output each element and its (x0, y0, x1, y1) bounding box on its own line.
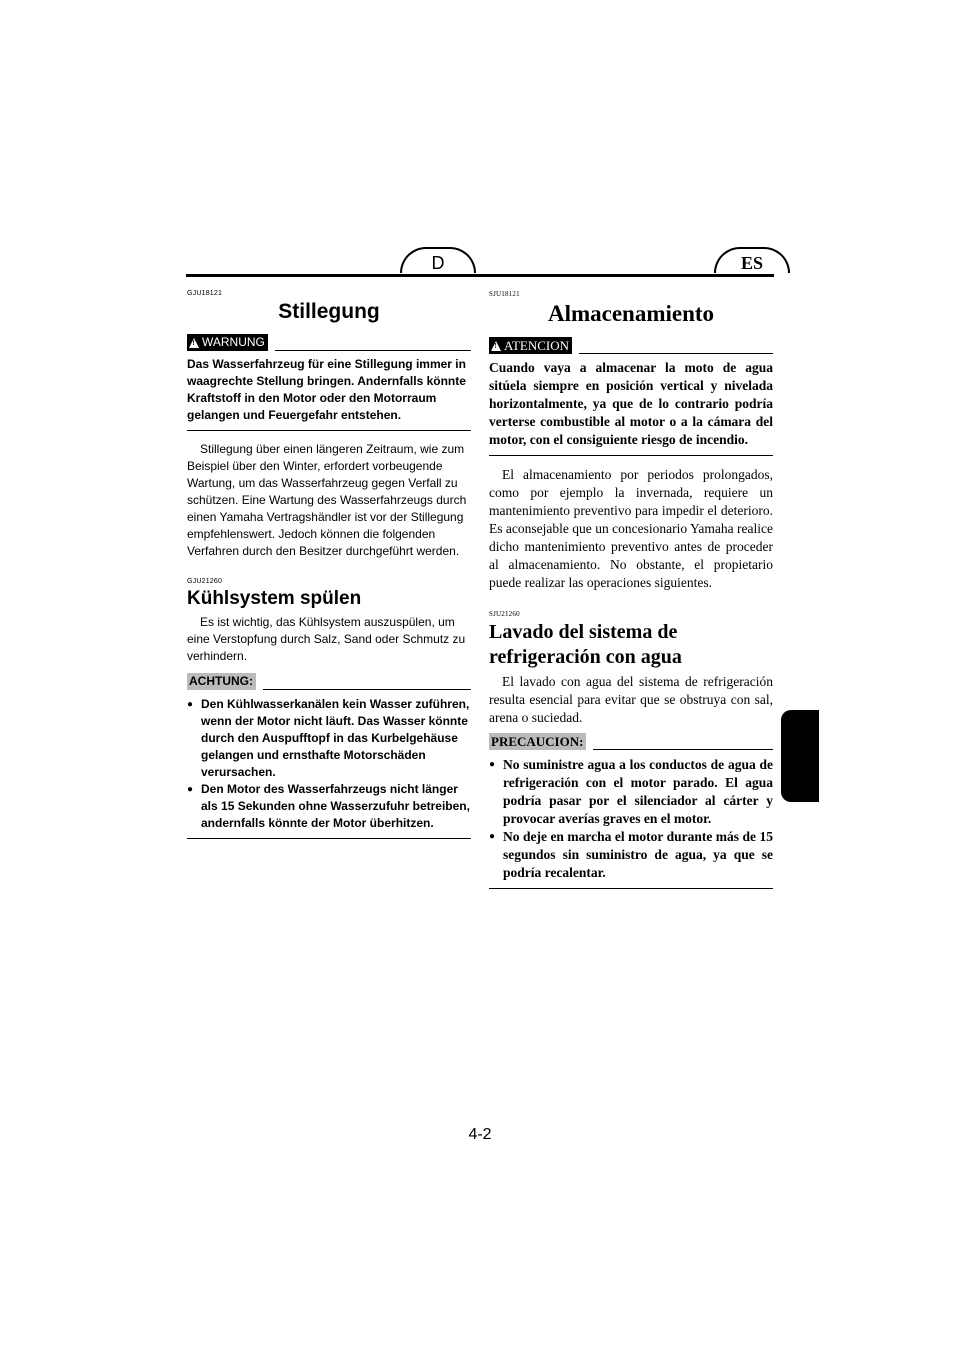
warning-triangle-icon (491, 341, 501, 351)
language-tab-spanish: ES (714, 247, 790, 273)
language-tab-german: D (400, 247, 476, 273)
intro-paragraph: El almacenamiento por periodos prolongados, como por ejemplo la invernada, requiere un mantenimiento preventivo para impedir el deterioro. Es aconsejable que un concesionario Yamaha realice dicho mantenimiento preventivo antes de proceder al almacenamiento. No obstante, el propietario puede realizar las operaciones siguientes. (489, 467, 773, 590)
warning-rule (275, 350, 471, 351)
warning-label: WARNUNG (202, 335, 265, 349)
page-number: 4-2 (468, 1126, 492, 1143)
caution-header (489, 733, 773, 750)
section-paragraph: El lavado con agua del sistema de refrigeración resulta esencial para evitar que se obstruya con sal, arena o suciedad. (489, 674, 773, 725)
chapter-thumb-tab (781, 710, 819, 802)
caution-badge: PRECAUCION: (489, 733, 586, 750)
caution-list (187, 696, 471, 839)
warning-label: ATENCION (504, 338, 569, 353)
warning-badge (489, 337, 572, 354)
spanish-column (489, 290, 773, 889)
section-title: Lavado del sistema de refrigeración con agua (489, 621, 682, 668)
page-title: Almacenamiento (547, 301, 715, 326)
german-column (187, 290, 471, 839)
caution-rule (263, 689, 471, 690)
section-code: SJU21260 (489, 610, 520, 618)
list-item: ● Den Kühlwasserkanälen kein Wasser zuführen, wenn der Motor nicht läuft. Das Wasser könnte durch den Auspufftopf in das Kurbelgehäuse gelangen und ernsthafte Motorschäden verursachen. (187, 696, 471, 781)
warning-text: Das Wasserfahrzeug für eine Stillegung immer in waagrechte Stellung bringen. Andernfalls könnte Kraftstoff in den Motor oder den Motorraum gelangen und Feuergefahr entstehen. (187, 356, 471, 431)
section-code: GJU21260 (187, 578, 223, 585)
warning-rule (579, 353, 773, 354)
warning-text: Cuando vaya a almacenar la moto de agua sitúela siempre en posición vertical y nivelada horizontalmente, ya que de lo contrario podría verterse combustible al motor o a la cámara del motor, con el consiguiente riesgo de incendio. (489, 359, 773, 456)
section-code: GJU18121 (187, 290, 223, 297)
page-title: Stillegung (278, 300, 380, 323)
section-title: Kühlsystem spülen (187, 588, 362, 609)
section-paragraph: Es ist wichtig, das Kühlsystem auszuspülen, um eine Verstopfung durch Salz, Sand oder Schmutz zu verhindern. (187, 614, 466, 663)
caution-badge: ACHTUNG: (187, 673, 256, 690)
header-rule (186, 274, 774, 277)
warning-header (489, 337, 773, 354)
list-item: ● No deje en marcha el motor durante más de 15 segundos sin suministro de agua, ya que se podría recalentar. (489, 828, 773, 882)
warning-triangle-icon (189, 338, 199, 348)
caution-list (489, 756, 773, 889)
warning-header (187, 334, 471, 351)
caution-header (187, 673, 471, 690)
list-item: ● No suministre agua a los conductos de agua de refrigeración con el motor parado. El agua podría pasar por el silenciador al cárter y provocar averías graves en el motor. (489, 756, 773, 828)
caution-rule (593, 749, 773, 750)
list-item: ● Den Motor des Wasserfahrzeugs nicht länger als 15 Sekunden ohne Wasserzufuhr betreiben, andernfalls könnte der Motor überhitzen. (187, 781, 471, 832)
warning-badge (187, 334, 268, 351)
section-code: SJU18121 (489, 290, 520, 298)
intro-paragraph: Stillegung über einen längeren Zeitraum, wie zum Beispiel über den Winter, erfordert vorbeugende Wartung, um das Wasserfahrzeug gegen Verfall zu schützen. Eine Wartung des Wasserfahrzeugs durch einen Yamaha Vertragshändler ist vor der Stillegung empfehlenswert. Jedoch können die folgenden Verfahren durch den Besitzer durchgeführt werden. (187, 442, 467, 558)
